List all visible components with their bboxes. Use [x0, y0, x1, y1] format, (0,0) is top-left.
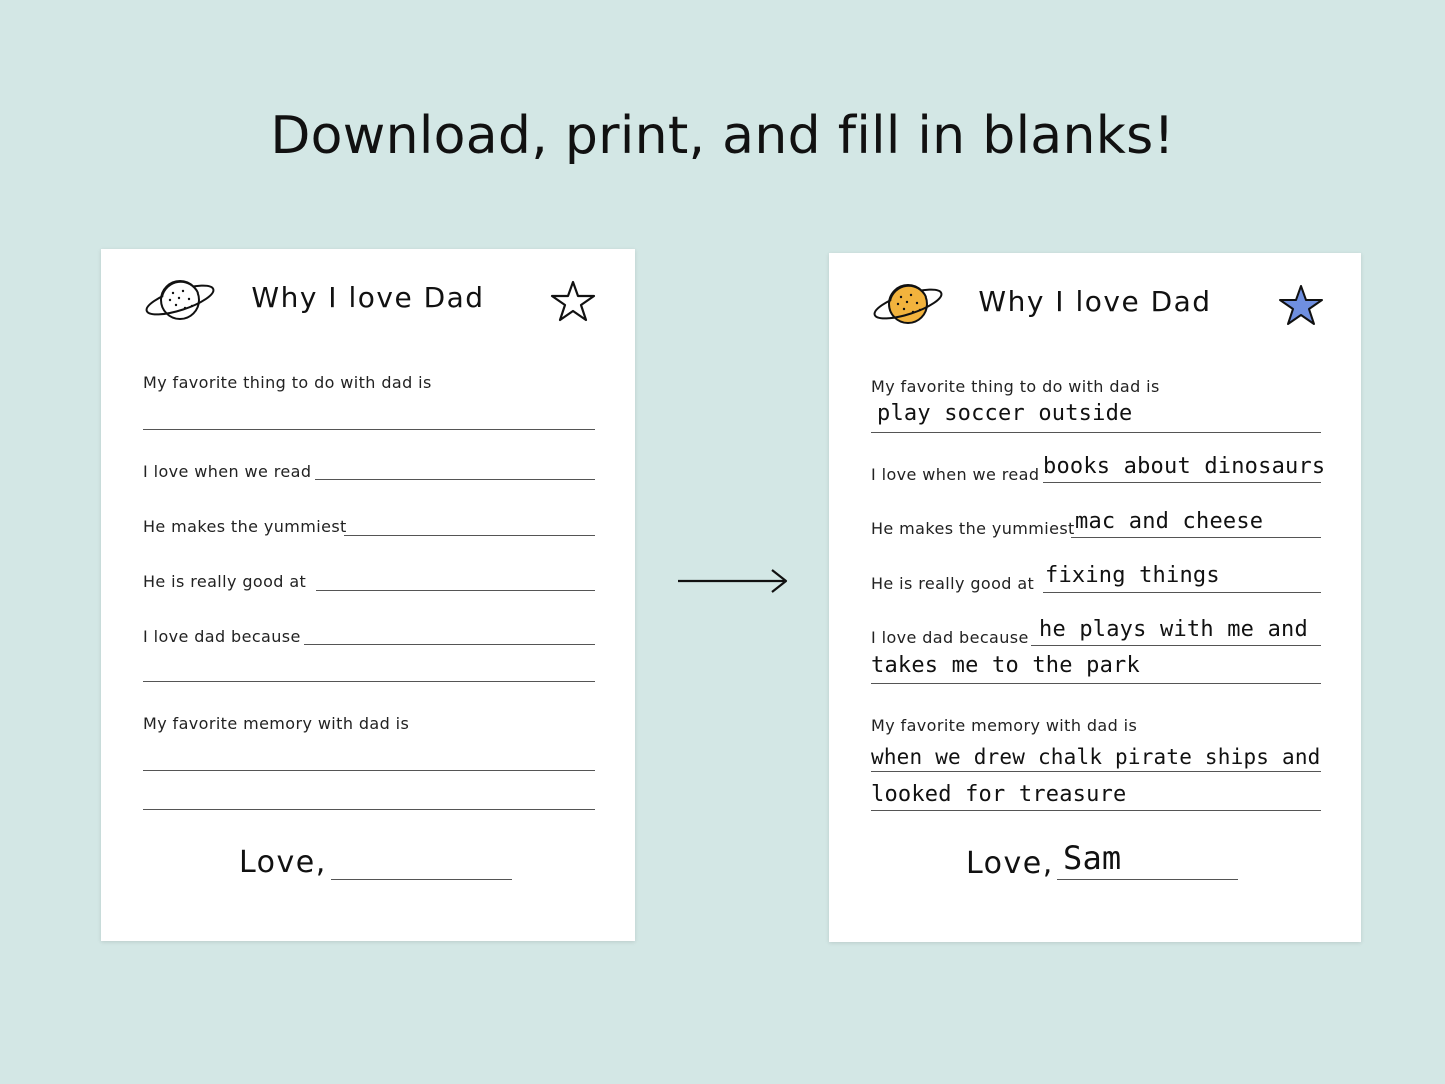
prompt-favorite-thing: My favorite thing to do with dad is — [871, 377, 1160, 396]
blank-line — [143, 770, 595, 771]
answer-line — [871, 771, 1321, 772]
answer-line — [1071, 537, 1321, 538]
prompt-read: I love when we read — [871, 465, 1040, 484]
answer-memory-line1: when we drew chalk pirate ships and — [871, 745, 1321, 769]
answer-favorite-thing: play soccer outside — [877, 401, 1133, 426]
answer-line — [1043, 592, 1321, 593]
answer-yummiest: mac and cheese — [1075, 509, 1264, 534]
blank-line — [143, 429, 595, 430]
blank-line — [344, 535, 595, 536]
filled-worksheet — [829, 253, 1361, 942]
answer-line — [871, 683, 1321, 684]
prompt-because: I love dad because — [143, 627, 301, 646]
prompt-read: I love when we read — [143, 462, 312, 481]
answer-because-line2: takes me to the park — [871, 653, 1140, 678]
right-arrow-icon — [676, 566, 790, 596]
blank-line — [143, 681, 595, 682]
signoff: Love, — [966, 846, 1054, 881]
prompt-good-at: He is really good at — [143, 572, 307, 591]
worksheet-title: Why I love Dad — [978, 285, 1212, 318]
blank-line — [304, 644, 595, 645]
prompt-memory: My favorite memory with dad is — [871, 716, 1138, 735]
blank-line — [316, 590, 595, 591]
name-line — [1057, 879, 1238, 880]
prompt-memory: My favorite memory with dad is — [143, 714, 410, 733]
prompt-because: I love dad because — [871, 628, 1029, 647]
prompt-favorite-thing: My favorite thing to do with dad is — [143, 373, 432, 392]
prompt-yummiest: He makes the yummiest — [871, 519, 1075, 538]
signoff: Love, — [239, 845, 327, 880]
star-outline-icon — [549, 279, 597, 323]
headline: Download, print, and fill in blanks! — [270, 106, 1175, 166]
blank-line — [315, 479, 595, 480]
blank-worksheet — [101, 249, 635, 941]
answer-good-at: fixing things — [1045, 563, 1220, 588]
name-line — [331, 879, 512, 880]
prompt-good-at: He is really good at — [871, 574, 1035, 593]
answer-line — [1043, 482, 1321, 483]
answer-line — [871, 432, 1321, 433]
star-color-icon — [1277, 283, 1325, 327]
blank-line — [143, 809, 595, 810]
answer-read: books about dinosaurs — [1043, 454, 1326, 479]
signature-name: Sam — [1063, 839, 1122, 877]
worksheet-title: Why I love Dad — [251, 281, 485, 314]
answer-memory-line2: looked for treasure — [871, 782, 1127, 807]
answer-line — [1031, 645, 1321, 646]
answer-because-line1: he plays with me and — [1039, 617, 1308, 642]
answer-line — [871, 810, 1321, 811]
prompt-yummiest: He makes the yummiest — [143, 517, 347, 536]
